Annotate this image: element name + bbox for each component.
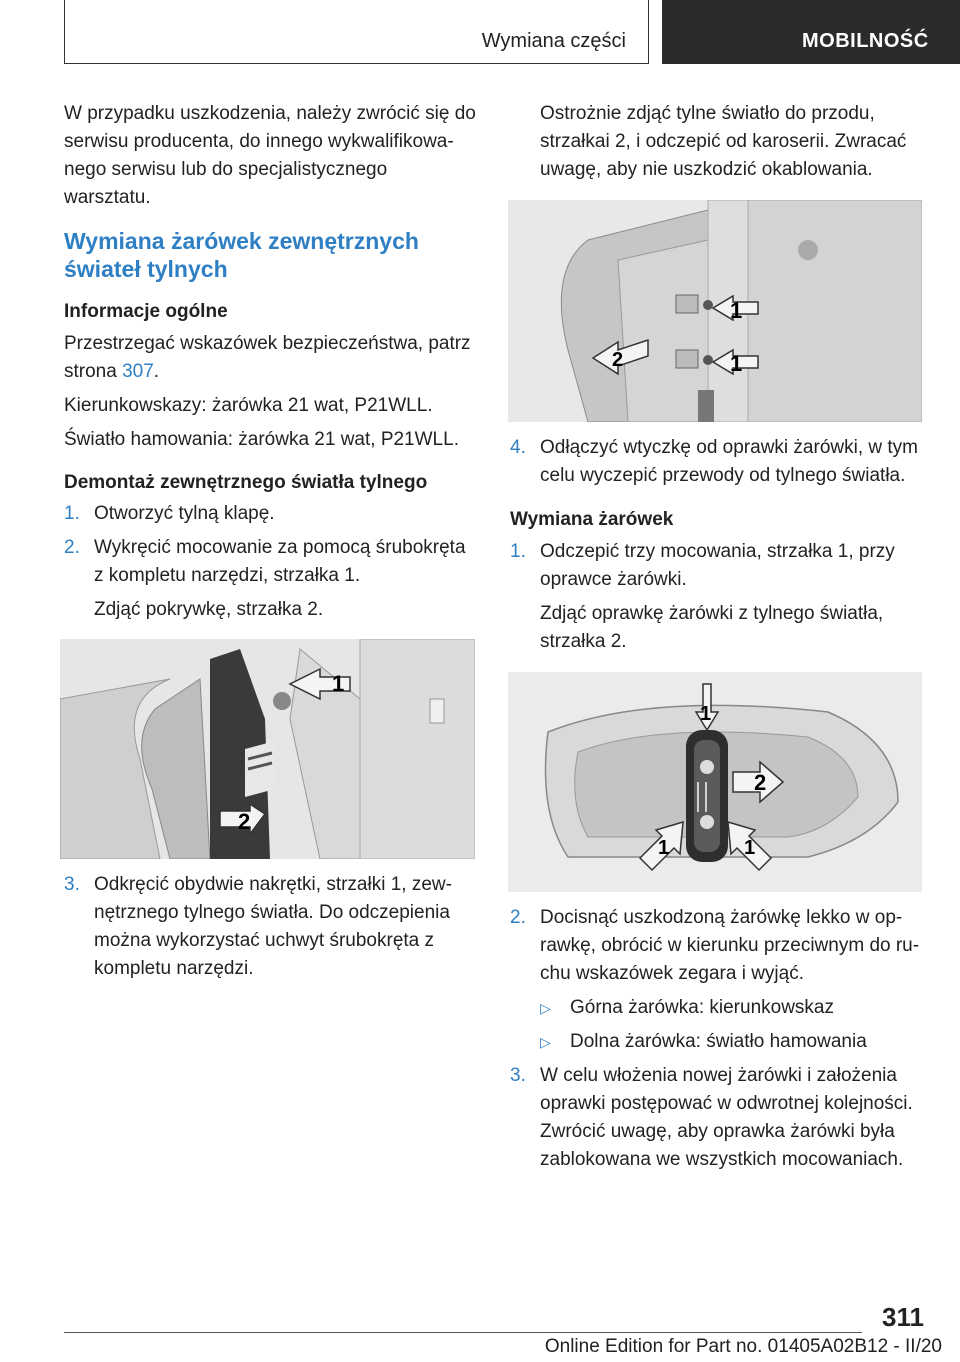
bullet-lower-bulb	[510, 1028, 926, 1056]
removal-title: Demontaż zewnętrznego światła tylnego	[64, 472, 428, 493]
bulb-step-3	[510, 1062, 926, 1174]
figure-label: 1	[332, 671, 345, 696]
safety-end: .	[153, 361, 160, 382]
step-number: 1.	[510, 541, 526, 562]
bulb-step-2	[510, 904, 926, 988]
figure-label: 1	[730, 351, 743, 376]
left-column	[64, 100, 478, 983]
step-number: 3.	[510, 1065, 526, 1086]
footer-divider	[64, 1332, 862, 1333]
step-number: 1.	[64, 503, 80, 524]
figure-tail-light-removal	[508, 200, 922, 422]
footer-edition: Online Edition for Part no. 01405A02B12 - II/20	[544, 1336, 942, 1357]
bullet-text: Dolna żarówka: światło hamowania	[570, 1031, 867, 1052]
figure-label: 2	[754, 770, 767, 795]
removal-step-1	[64, 500, 478, 528]
step-text: Docisnąć uszkodzoną żarówkę lekko w oprawkę, obrócić w kierunku przeciwnym do ruchu wskazówek zegara i wyjąć.	[540, 907, 920, 984]
removal-step-3	[64, 871, 478, 983]
figure-label: 1	[730, 298, 743, 323]
triangle-bullet-icon: ▷	[540, 1000, 551, 1016]
section-heading: Wymiana żarówek zewnętrznych świateł tylnych	[64, 228, 419, 282]
step-text: Odkręcić obydwie nakrętki, strzałki 1, zewnętrznego tylnego światła. Do odczepienia można wykorzystać uchwyt śrubokręta z kompletu narzędzi.	[94, 874, 452, 979]
figure-tail-light-cover	[60, 639, 475, 859]
step-number: 4.	[510, 437, 526, 458]
figure-label: 2	[612, 349, 624, 371]
bulb-step-1	[510, 538, 926, 594]
removal-step-2	[64, 534, 478, 590]
safety-text: Przestrzegać wskazówek bezpieczeństwa, patrz strona	[64, 333, 471, 382]
header-section-box	[64, 0, 649, 64]
step-number: 2.	[64, 537, 80, 558]
step-number: 2.	[510, 907, 526, 928]
step-text: Wykręcić mocowanie za pomocą śrubokręta z kompletu narzędzi, strzałka 1.	[94, 537, 466, 586]
tail-light-cover-illustration	[60, 639, 475, 859]
bulb-holder-illustration	[508, 672, 922, 892]
tail-light-removal-illustration	[508, 200, 922, 422]
page-link[interactable]: 307	[122, 361, 154, 382]
right-column	[510, 100, 926, 1174]
figure-label: 1	[700, 703, 712, 725]
figure-label: 1	[744, 837, 756, 859]
remove-light-paragraph: Ostrożnie zdjąć tylne światło do przodu, strzałkai 2, i odczepić od karoserii. Zwracać uwagę, aby nie uszkodzić okablowania.	[540, 103, 907, 180]
section-title: Wymiana części	[481, 30, 626, 52]
step-text: Otworzyć tylną klapę.	[94, 503, 275, 524]
step-number: 3.	[64, 874, 80, 895]
general-info-title: Informacje ogólne	[64, 301, 228, 322]
step-text: Odczepić trzy mocowania, strzałka 1, przy oprawce żarówki.	[540, 541, 895, 590]
step-text: Odłączyć wtyczkę od oprawki żarówki, w tym celu wyczepić przewody od tylnego światła.	[540, 437, 918, 486]
safety-paragraph	[64, 330, 478, 386]
figure-bulb-holder	[508, 672, 922, 892]
step-2-subtext: Zdjąć pokrywkę, strzałka 2.	[94, 599, 324, 620]
bullet-text: Górna żarówka: kierunkowskaz	[570, 997, 834, 1018]
intro-paragraph: W przypadku uszkodzenia, należy zwrócić się do serwisu producenta, do innego wykwalifikowanego serwisu lub do specjalistycznego warsztatu.	[64, 103, 476, 208]
bulb-step-1-subtext: Zdjąć oprawkę żarówki z tylnego światła, strzałka 2.	[540, 603, 884, 652]
brake-light-spec: Światło hamowania: żarówka 21 wat, P21WLL.	[64, 429, 459, 450]
turn-signal-spec: Kierunkowskazy: żarówka 21 wat, P21WLL.	[64, 395, 433, 416]
bulb-replacement-title: Wymiana żarówek	[510, 509, 674, 530]
figure-label: 2	[238, 809, 251, 834]
triangle-bullet-icon: ▷	[540, 1034, 551, 1050]
bullet-upper-bulb	[510, 994, 926, 1022]
figure-label: 1	[658, 837, 670, 859]
chapter-tab: MOBILNOŚĆ	[662, 0, 960, 64]
page-number: 311	[882, 1302, 924, 1332]
step-4	[510, 434, 926, 490]
step-text: W celu włożenia nowej żarówki i założenia oprawki postępować w odwrotnej kolejności. Zwrócić uwagę, aby oprawka żarówki była zablokowana we wszystkich mocowaniach.	[540, 1065, 913, 1170]
